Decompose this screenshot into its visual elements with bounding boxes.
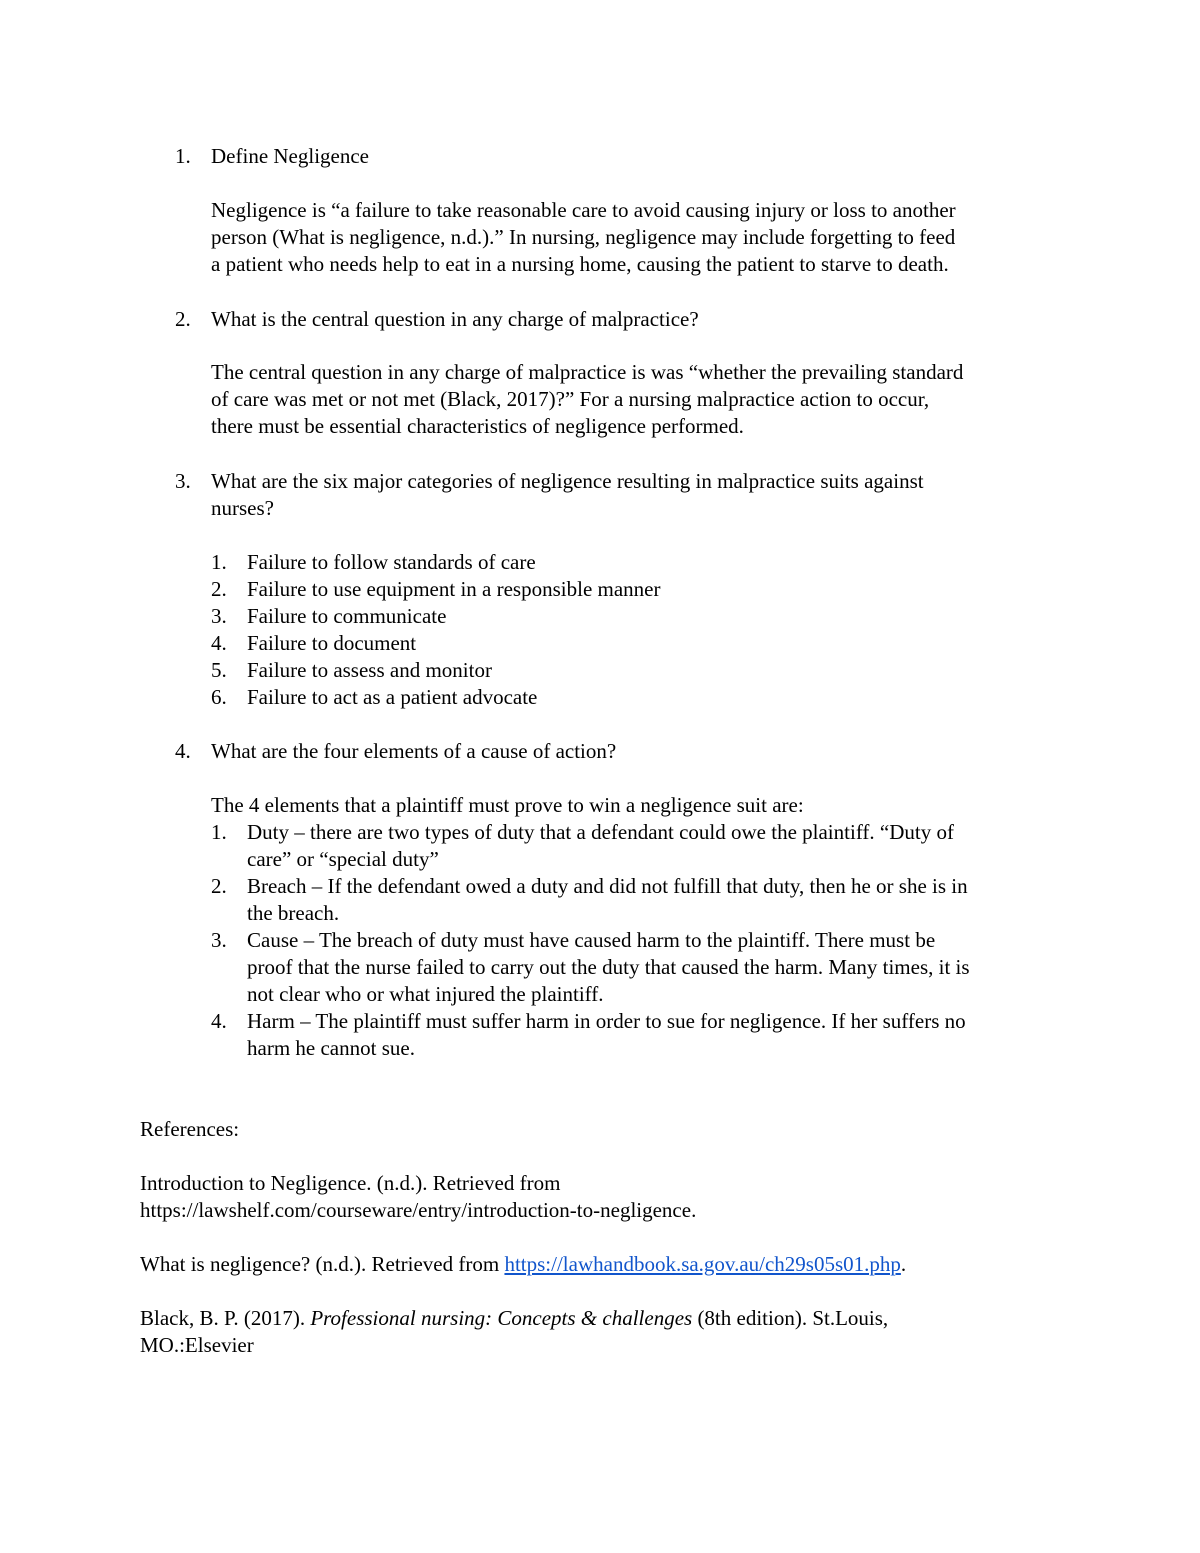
- reference-link[interactable]: https://lawhandbook.sa.gov.au/ch29s05s01.php: [504, 1252, 901, 1276]
- list-item: Failure to follow standards of care: [247, 550, 536, 574]
- list-item: Failure to act as a patient advocate: [247, 685, 538, 709]
- list-item: proof that the nurse failed to carry out the duty that caused the harm. Many times, it is: [247, 955, 970, 979]
- answer-line: person (What is negligence, n.d.).” In nursing, negligence may include forgetting to feed: [211, 225, 956, 249]
- answer-line: a patient who needs help to eat in a nursing home, causing the patient to starve to death.: [211, 252, 949, 276]
- question-text: What is the central question in any charge of malpractice?: [211, 307, 699, 331]
- list-item: harm he cannot sue.: [247, 1036, 415, 1060]
- question-text: Define Negligence: [211, 144, 370, 168]
- list-item: Failure to document: [247, 631, 417, 655]
- answer-line: The central question in any charge of malpractice is was “whether the prevailing standard: [211, 360, 964, 384]
- list-item: Duty – there are two types of duty that a defendant could owe the plaintiff. “Duty of: [247, 820, 954, 844]
- answer-line: there must be essential characteristics of negligence performed.: [211, 414, 744, 438]
- question-number: 2.: [175, 307, 191, 331]
- list-item-number: 3.: [211, 928, 227, 952]
- answer-intro: The 4 elements that a plaintiff must prove to win a negligence suit are:: [211, 793, 804, 817]
- list-item: Failure to assess and monitor: [247, 658, 492, 682]
- list-item-number: 6.: [211, 685, 227, 709]
- answer-line: of care was met or not met (Black, 2017)?” For a nursing malpractice action to occur,: [211, 387, 930, 411]
- list-item: care” or “special duty”: [247, 847, 439, 871]
- reference-line: Introduction to Negligence. (n.d.). Retrieved from: [140, 1171, 561, 1195]
- list-item-number: 1.: [211, 820, 227, 844]
- reference-line: [140, 1305, 888, 1332]
- list-item-number: 2.: [211, 577, 227, 601]
- question-number: 3.: [175, 469, 191, 493]
- question-number: 1.: [175, 144, 191, 168]
- reference-line: MO.:Elsevier: [140, 1333, 254, 1357]
- answer-line: Negligence is “a failure to take reasonable care to avoid causing injury or loss to another: [211, 198, 956, 222]
- reference-text: Black, B. P. (2017).: [140, 1306, 311, 1330]
- reference-text: (8th edition). St.Louis,: [692, 1306, 889, 1330]
- list-item-number: 1.: [211, 550, 227, 574]
- list-item: Harm – The plaintiff must suffer harm in order to sue for negligence. If her suffers no: [247, 1009, 966, 1033]
- reference-text: What is negligence? (n.d.). Retrieved from: [140, 1252, 505, 1276]
- list-item-number: 4.: [211, 1009, 227, 1033]
- list-item-number: 3.: [211, 604, 227, 628]
- list-item-number: 4.: [211, 631, 227, 655]
- reference-line: [140, 1251, 906, 1278]
- reference-line: https://lawshelf.com/courseware/entry/introduction-to-negligence.: [140, 1198, 697, 1222]
- list-item: Failure to communicate: [247, 604, 447, 628]
- question-number: 4.: [175, 739, 191, 763]
- list-item: Failure to use equipment in a responsible manner: [247, 577, 661, 601]
- question-text: nurses?: [211, 496, 274, 520]
- list-item: not clear who or what injured the plaintiff.: [247, 982, 604, 1006]
- reference-book-title: Professional nursing: Concepts & challenges: [310, 1306, 693, 1330]
- list-item-number: 5.: [211, 658, 227, 682]
- question-text: What are the four elements of a cause of action?: [211, 739, 617, 763]
- reference-text: .: [900, 1252, 907, 1276]
- list-item-number: 2.: [211, 874, 227, 898]
- references-heading: References:: [140, 1117, 240, 1141]
- list-item: the breach.: [247, 901, 340, 925]
- question-text: What are the six major categories of negligence resulting in malpractice suits against: [211, 469, 924, 493]
- list-item: Breach – If the defendant owed a duty and did not fulfill that duty, then he or she is in: [247, 874, 968, 898]
- list-item: Cause – The breach of duty must have caused harm to the plaintiff. There must be: [247, 928, 936, 952]
